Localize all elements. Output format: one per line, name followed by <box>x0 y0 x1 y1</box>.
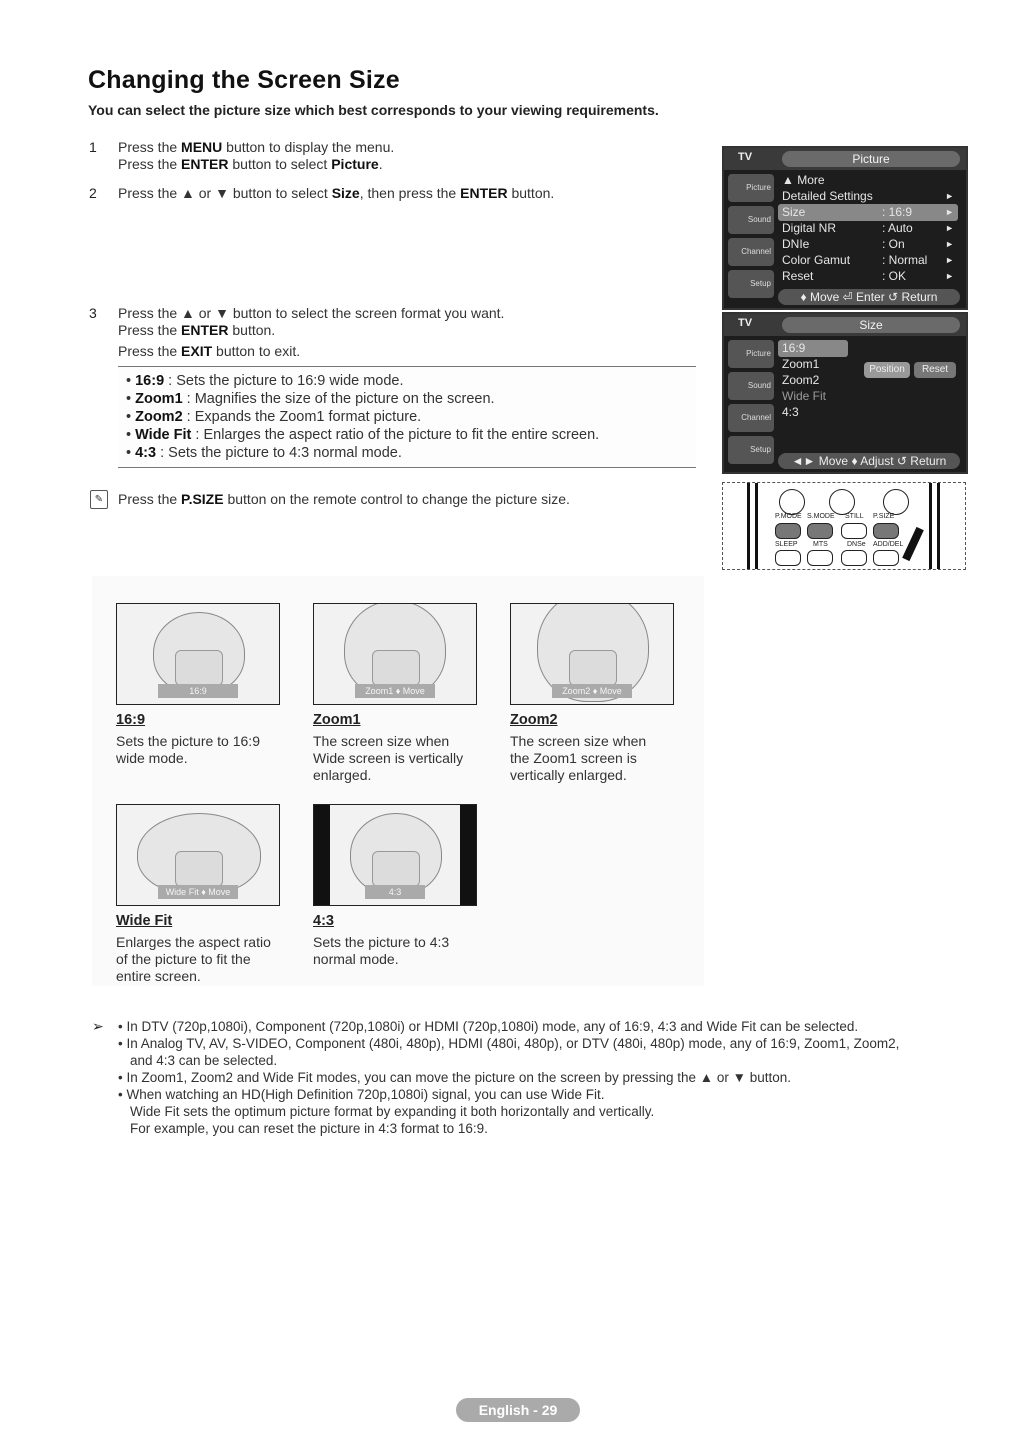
still-button-icon <box>841 523 867 539</box>
screen-size-examples <box>92 576 704 986</box>
size-option: Zoom1 <box>782 357 820 371</box>
menu-title-bar <box>724 314 966 336</box>
page-number-badge: English - 29 <box>456 1398 580 1422</box>
sidebar-sound: Sound <box>728 206 774 234</box>
step-2-number: 2 <box>89 185 97 201</box>
screen-label: Wide Fit ♦ Move <box>158 885 238 899</box>
screen-zoom1-preview <box>313 603 477 705</box>
sidebar-setup: Setup <box>728 436 774 464</box>
notes-section <box>118 1018 998 1137</box>
menu-sidebar <box>728 340 774 468</box>
pointing-finger-icon <box>902 527 924 561</box>
note-line: • In Zoom1, Zoom2 and Wide Fit modes, you can move the picture on the screen by pressing the ▲ or ▼ button. <box>118 1070 792 1085</box>
format-item: • Zoom2 : Expands the Zoom1 format picture. <box>126 409 422 425</box>
example-text: The screen size when Wide screen is vertically enlarged. <box>313 733 464 783</box>
notes-arrow-icon: ➢ <box>92 1018 104 1034</box>
menu-row: Reset : OK ► <box>782 269 954 283</box>
screen-label: 4:3 <box>365 885 425 899</box>
remote-label: ADD/DEL <box>873 541 904 548</box>
remote-label: P.SIZE <box>873 513 895 520</box>
menu-title: Picture <box>782 151 960 167</box>
screen-4-3-preview <box>313 804 477 906</box>
menu-row: Color Gamut : Normal ► <box>782 253 954 267</box>
example-title: Wide Fit <box>116 913 173 929</box>
step-3-text: Press the ▲ or ▼ button to select the screen format you want. Press the ENTER button. Press the EXIT button to exit. <box>118 305 505 359</box>
size-menu-screenshot <box>722 312 968 474</box>
remote-label: P.MODE <box>775 513 802 520</box>
menu-row: ▲ More <box>782 173 825 187</box>
screen-zoom2-preview <box>510 603 674 705</box>
page-subtitle: You can select the picture size which best corresponds to your viewing requirements. <box>88 102 659 118</box>
step-1-number: 1 <box>89 139 97 155</box>
size-option-selected: 16:9 <box>778 340 848 357</box>
round-button-icon <box>829 489 855 515</box>
example-title: 4:3 <box>313 913 334 929</box>
note-line: Wide Fit sets the optimum picture format by expanding it both horizontally and vertically. <box>130 1104 655 1119</box>
smode-button-icon <box>807 523 833 539</box>
format-descriptions <box>118 366 696 468</box>
format-item: • Zoom1 : Magnifies the size of the picture on the screen. <box>126 391 495 407</box>
note-line: • When watching an HD(High Definition 720p,1080i) signal, you can use Wide Fit. <box>118 1087 605 1102</box>
mts-button-icon <box>807 550 833 566</box>
menu-footer: ◄► Move ♦ Adjust ↺ Return <box>778 453 960 469</box>
page-title: Changing the Screen Size <box>88 66 400 94</box>
note-line: • In DTV (720p,1080i), Component (720p,1080i) or HDMI (720p,1080i) mode, any of 16:9, 4:3 and Wide Fit can be selected. <box>118 1019 859 1034</box>
position-button: Position <box>864 362 910 378</box>
remote-label: STILL <box>845 513 864 520</box>
step-2-text: Press the ▲ or ▼ button to select Size, then press the ENTER button. <box>118 185 555 201</box>
screen-label: Zoom2 ♦ Move <box>552 684 632 698</box>
remote-label: SLEEP <box>775 541 798 548</box>
adddel-button-icon <box>873 550 899 566</box>
screen-16-9-preview <box>116 603 280 705</box>
format-item: • 16:9 : Sets the picture to 16:9 wide mode. <box>126 373 404 389</box>
menu-row-selected: Size : 16:9 ► <box>778 204 958 221</box>
size-option: Zoom2 <box>782 373 820 387</box>
example-text: Sets the picture to 16:9 wide mode. <box>116 733 260 766</box>
example-title: Zoom1 <box>313 712 361 728</box>
example-text: The screen size when the Zoom1 screen is vertically enlarged. <box>510 733 647 783</box>
example-title: Zoom2 <box>510 712 558 728</box>
note-line: • In Analog TV, AV, S-VIDEO, Component (480i, 480p), HDMI (480i, 480p), or DTV (480i, 480p) mode, any of 16:9, Zoom1, Zoom2, <box>118 1036 900 1051</box>
menu-title: Size <box>782 317 960 333</box>
example-text: Sets the picture to 4:3 normal mode. <box>313 934 450 967</box>
sidebar-setup: Setup <box>728 270 774 298</box>
tv-label: TV <box>738 151 753 163</box>
reset-button: Reset <box>914 362 956 378</box>
note-line: For example, you can reset the picture in 4:3 format to 16:9. <box>130 1121 488 1136</box>
menu-row: Detailed Settings ► <box>782 189 954 203</box>
sidebar-channel: Channel <box>728 404 774 432</box>
menu-row: DNIe : On ► <box>782 237 954 251</box>
picture-menu-screenshot <box>722 146 968 310</box>
power-circle-icon <box>779 489 805 515</box>
sidebar-picture: Picture <box>728 174 774 202</box>
step-3-number: 3 <box>89 305 97 321</box>
round-button-icon <box>883 489 909 515</box>
screen-label: Zoom1 ♦ Move <box>355 684 435 698</box>
remote-label: MTS <box>813 541 828 548</box>
menu-footer: ♦ Move ⏎ Enter ↺ Return <box>778 289 960 305</box>
size-option-disabled: Wide Fit <box>782 389 827 403</box>
step-1-text: Press the MENU button to display the menu. Press the ENTER button to select Picture. <box>118 139 395 172</box>
note-line: and 4:3 can be selected. <box>130 1053 278 1068</box>
screen-widefit-preview <box>116 804 280 906</box>
remote-label: S.MODE <box>807 513 835 520</box>
psize-button-icon <box>873 523 899 539</box>
example-title: 16:9 <box>116 712 146 728</box>
menu-row: Digital NR : Auto ► <box>782 221 954 235</box>
pmode-button-icon <box>775 523 801 539</box>
menu-sidebar <box>728 174 774 302</box>
note-icon: ✎ <box>90 490 108 509</box>
dnse-button-icon <box>841 550 867 566</box>
screen-label: 16:9 <box>158 684 238 698</box>
sidebar-channel: Channel <box>728 238 774 266</box>
format-item: • 4:3 : Sets the picture to 4:3 normal mode. <box>126 445 402 461</box>
note-text: Press the P.SIZE button on the remote control to change the picture size. <box>118 491 570 507</box>
remote-label: DNSe <box>847 541 866 548</box>
sidebar-sound: Sound <box>728 372 774 400</box>
sleep-button-icon <box>775 550 801 566</box>
format-item: • Wide Fit : Enlarges the aspect ratio of the picture to fit the entire screen. <box>126 427 600 443</box>
menu-title-bar <box>724 148 966 170</box>
example-text: Enlarges the aspect ratio of the picture to fit the entire screen. <box>116 934 271 984</box>
size-option: 4:3 <box>782 405 799 419</box>
tv-label: TV <box>738 317 753 329</box>
sidebar-picture: Picture <box>728 340 774 368</box>
remote-control-illustration <box>722 482 966 570</box>
